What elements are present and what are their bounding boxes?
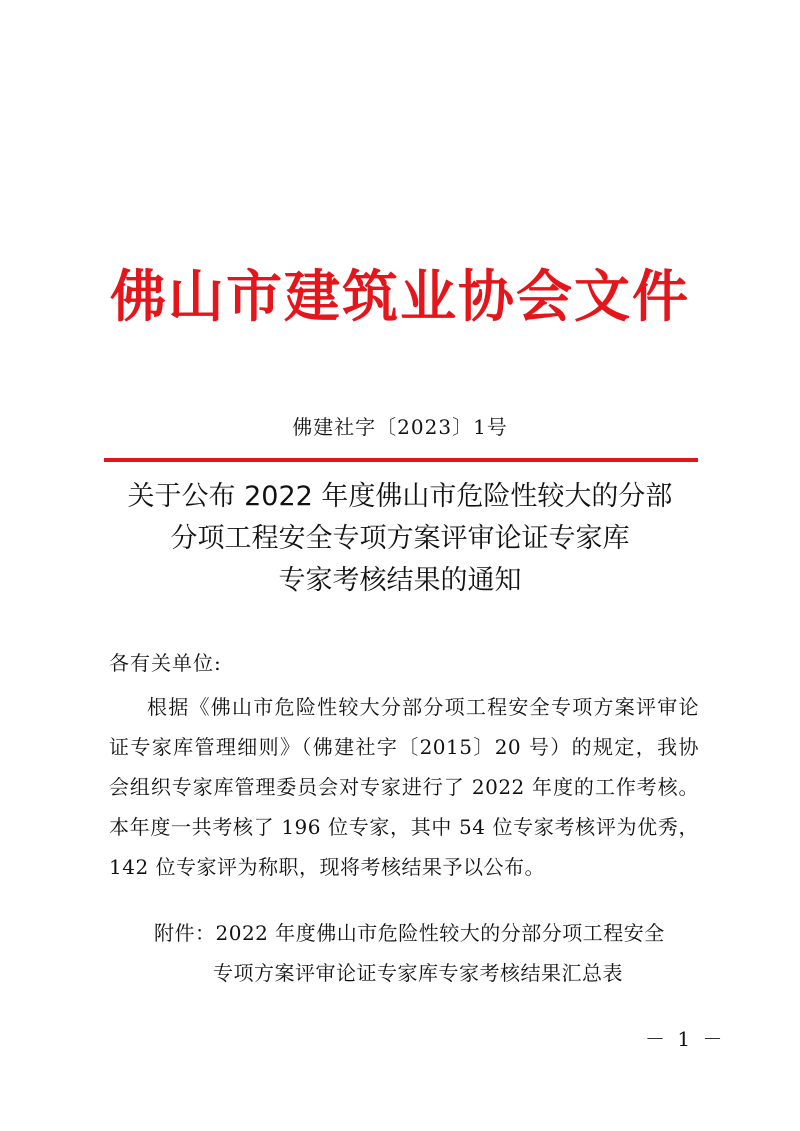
body-line: 本年度一共考核了 196 位专家，其中 54 位专家考核评为优秀，	[109, 815, 699, 839]
attachment-line: 专项方案评审论证专家库专家考核结果汇总表	[213, 961, 623, 985]
salutation: 各有关单位:	[109, 651, 222, 675]
attachment-note	[154, 913, 665, 993]
org-masthead-title: 佛山市建筑业协会文件	[110, 265, 690, 330]
body-paragraph	[109, 687, 699, 887]
notice-title-line: 关于公布 2022 年度佛山市危险性较大的分部	[127, 481, 673, 512]
document-number: 佛建社字〔2023〕1号	[292, 415, 508, 439]
body-line: 根据《佛山市危险性较大分部分项工程安全专项方案评审论	[147, 695, 699, 719]
page-number: － 1 －	[645, 1027, 726, 1051]
body-line: 会组织专家库管理委员会对专家进行了 2022 年度的工作考核。	[109, 775, 699, 799]
notice-title	[0, 476, 800, 602]
red-divider-line	[104, 458, 698, 462]
body-line: 证专家库管理细则》（佛建社字〔2015〕20 号）的规定，我协	[109, 735, 699, 759]
attachment-line: 附件：2022 年度佛山市危险性较大的分部分项工程安全	[154, 921, 665, 945]
body-line: 142 位专家评为称职，现将考核结果予以公布。	[109, 855, 546, 879]
notice-title-line: 分项工程安全专项方案评审论证专家库	[170, 523, 630, 554]
notice-title-line: 专家考核结果的通知	[278, 565, 522, 596]
